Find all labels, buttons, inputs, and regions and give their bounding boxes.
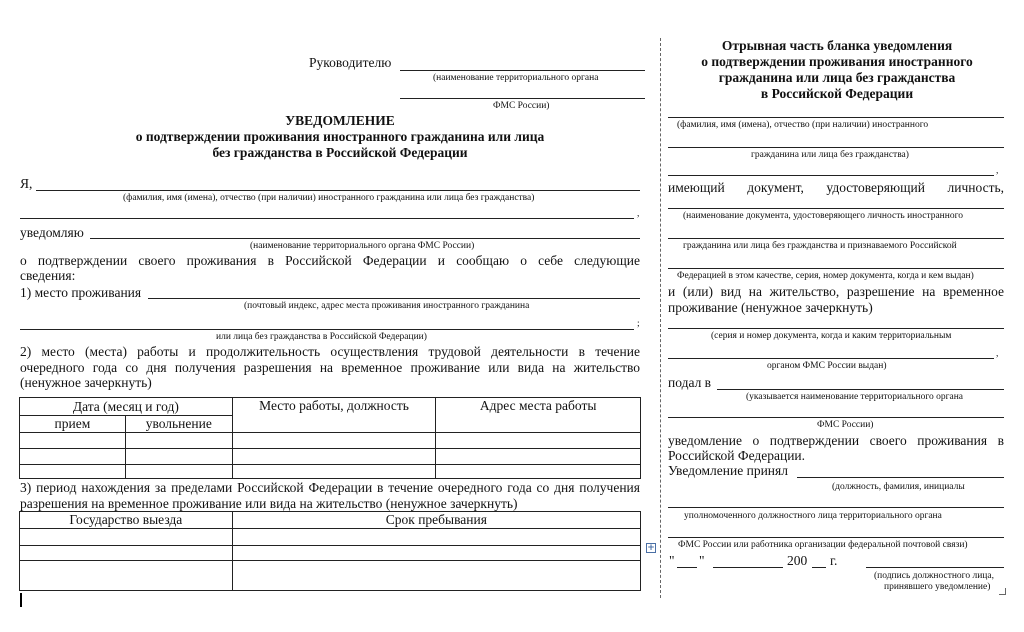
tear-off-title-3: гражданина или лица без гражданства [718, 70, 956, 85]
form-title-line-3: без гражданства в Российской Федерации [212, 145, 468, 160]
r-accepted-line-3[interactable] [668, 537, 1004, 538]
work-paragraph-3: (ненужное зачеркнуть) [20, 375, 152, 390]
r-series-caption-2: органом ФМС России выдан) [767, 361, 887, 371]
date-close-quote: " [699, 553, 705, 568]
head-line [400, 70, 645, 71]
work-table-header-place: Место работы, должность [232, 398, 436, 433]
table-row [20, 546, 641, 561]
abroad-paragraph-2: разрешения на временное проживание или вида на жительство (ненужное зачеркнуть) [20, 496, 518, 511]
work-table-subheader-fire: увольнение [125, 416, 232, 433]
info-paragraph-2: сведения: [20, 268, 76, 283]
r-accepted-caption-2: уполномоченного должностного лица территориального органа [684, 511, 942, 521]
r-doc-line-3[interactable] [668, 268, 1004, 269]
abroad-table-header-period: Срок пребывания [232, 512, 640, 529]
table-row [20, 433, 641, 449]
residence-line-2[interactable] [20, 329, 634, 330]
r-notice-text-1: уведомление о подтверждении своего проживания в [668, 433, 1004, 448]
residence-line[interactable] [148, 298, 640, 299]
r-notice-text-2: Российской Федерации. [668, 448, 806, 463]
r-fio-line-2[interactable] [668, 147, 1004, 148]
fio-line[interactable] [36, 190, 640, 191]
fio-line-2[interactable] [20, 218, 634, 219]
form-title: УВЕДОМЛЕНИЕ [285, 113, 395, 128]
r-organ-caption-1: (указывается наименование территориального органа [746, 392, 964, 402]
date-year-prefix: 200 [787, 553, 808, 568]
r-organ-caption-2: ФМС России) [817, 420, 874, 430]
tear-off-title-2: о подтверждении проживания иностранного [701, 54, 973, 69]
r-fio-line-3[interactable] [668, 175, 994, 176]
work-table-subheader-hire: прием [20, 416, 126, 433]
r-organ-line[interactable] [717, 389, 1004, 390]
r-comma-2: , [996, 349, 999, 359]
tear-off-separator [660, 38, 661, 598]
r-doc-caption-3: Федерацией в этом качестве, серия, номер документа, когда и кем выдан) [677, 271, 974, 281]
r-permit-text-2: проживание (ненужное зачеркнуть) [668, 300, 873, 315]
residence-caption-2: или лица без гражданства в Российской Федерации) [216, 332, 427, 342]
work-paragraph-2: очередного года со дня получения разрешения на временное проживание или вида на жительство [20, 360, 640, 375]
signature-caption-1: (подпись должностного лица, [874, 571, 994, 581]
r-fio-line[interactable] [668, 117, 1004, 118]
fio-caption: (фамилия, имя (имена), отчество (при наличии) иностранного гражданина или лица без гражданства) [123, 193, 535, 203]
r-accepted-line-2[interactable] [668, 507, 1004, 508]
r-doc-line[interactable] [668, 208, 1004, 209]
r-fio-caption-2: гражданина или лица без гражданства) [751, 150, 909, 160]
organ-line[interactable] [90, 238, 640, 239]
r-accepted-caption-1: (должность, фамилия, инициалы [832, 482, 965, 492]
table-move-handle-icon[interactable]: + [647, 543, 655, 553]
work-table-header-date: Дата (месяц и год) [20, 398, 233, 416]
date-year-line[interactable] [812, 567, 826, 568]
date-day-line[interactable] [677, 567, 697, 568]
signature-caption-2: принявшего уведомление) [884, 582, 991, 592]
abroad-table-header-country: Государство выезда [20, 512, 233, 529]
r-comma: , [996, 166, 999, 176]
r-series-line-2[interactable] [668, 358, 994, 359]
form-title-line-2: о подтверждении проживания иностранного гражданина или лица [135, 129, 545, 144]
r-series-line[interactable] [668, 328, 1004, 329]
head-caption-2: ФМС России) [493, 101, 550, 111]
head-label: Руководителю [309, 55, 392, 70]
notify-label: уведомляю [20, 225, 84, 240]
residence-caption: (почтовый индекс, адрес места проживания иностранного гражданина [244, 301, 530, 311]
r-submitted-label: подал в [668, 375, 712, 390]
r-accepted-caption-3: ФМС России или работника организации федеральной почтовой связи) [678, 540, 968, 550]
work-table-header-address: Адрес места работы [436, 398, 641, 433]
organ-caption: (наименование территориального органа ФМС России) [250, 241, 475, 251]
r-accepted-label: Уведомление принял [668, 463, 788, 478]
r-doc-line-2[interactable] [668, 238, 1004, 239]
r-doc-caption-1: (наименование документа, удостоверяющего личность иностранного [683, 211, 964, 221]
r-document-text: имеющий документ, удостоверяющий личность, [668, 180, 1004, 195]
work-table [19, 397, 641, 479]
table-row [20, 529, 641, 546]
r-organ-line-2[interactable] [668, 417, 1004, 418]
r-fio-caption-1: (фамилия, имя (имена), отчество (при наличии) иностранного [677, 120, 929, 130]
table-row [20, 561, 641, 591]
date-g-label: г. [830, 553, 838, 568]
r-doc-caption-2: гражданина или лица без гражданства и признаваемого Российской [683, 241, 957, 251]
r-permit-text-1: и (или) вид на жительство, разрешение на временное [668, 284, 1004, 299]
table-row [20, 449, 641, 465]
page-corner-mark [999, 588, 1006, 595]
abroad-paragraph-1: 3) период нахождения за пределами Российской Федерации в течение очередного года со дня получения [20, 480, 640, 495]
r-accepted-line[interactable] [797, 477, 1004, 478]
work-paragraph-1: 2) место (места) работы и продолжительность осуществления трудовой деятельности в течение [20, 344, 640, 359]
semicolon-1: ; [637, 319, 640, 329]
tear-off-title-4: в Российской Федерации [760, 86, 914, 101]
tear-off-title-1: Отрывная часть бланка уведомления [721, 38, 953, 53]
info-paragraph: о подтверждении своего проживания в Российской Федерации и сообщаю о себе следующие [20, 253, 640, 268]
table-row [20, 465, 641, 479]
head-caption-1: (наименование территориального органа [433, 73, 599, 83]
residence-label: 1) место проживания [20, 285, 142, 300]
date-month-line[interactable] [713, 567, 783, 568]
text-cursor [20, 593, 22, 607]
signature-line[interactable] [866, 567, 1004, 568]
ya-label: Я, [20, 176, 33, 191]
r-series-caption-1: (серия и номер документа, когда и каким территориальным [711, 331, 952, 341]
abroad-table [19, 511, 641, 591]
comma-1: , [637, 209, 640, 219]
head-line-2 [400, 98, 645, 99]
date-open-quote: " [669, 553, 675, 568]
